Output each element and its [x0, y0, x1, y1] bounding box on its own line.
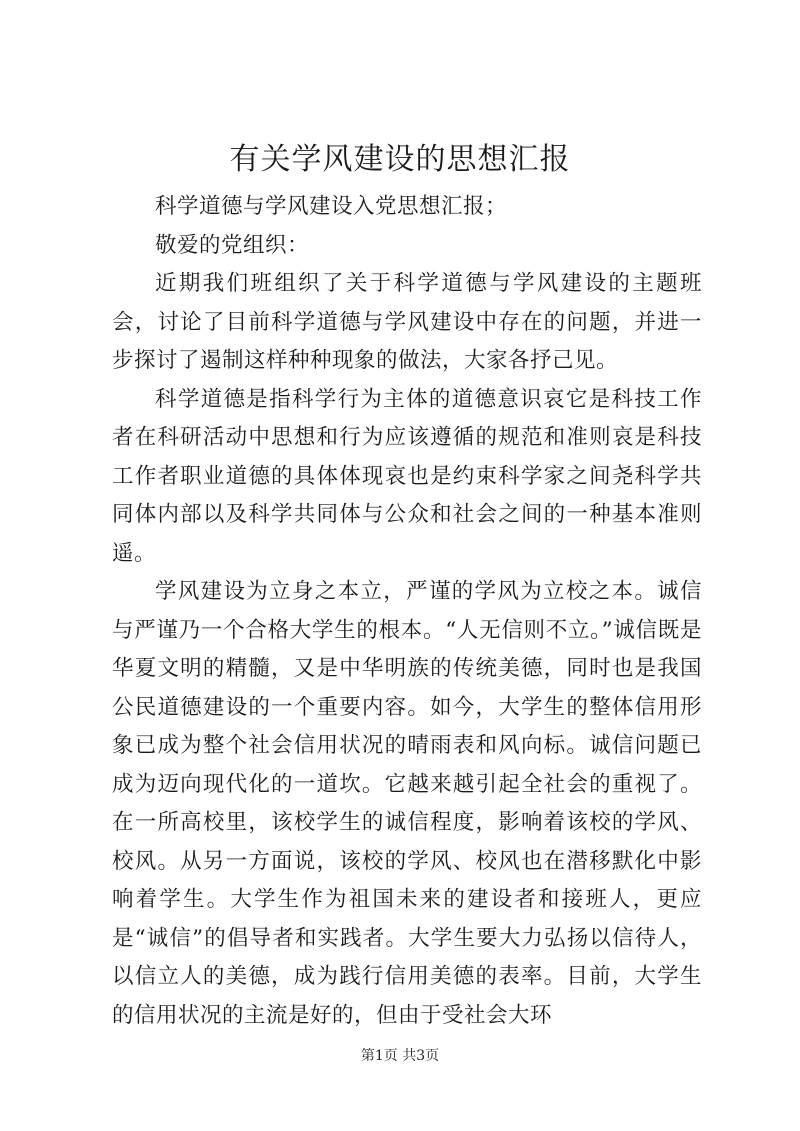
document-body	[112, 188, 702, 1035]
paragraph-subtitle: 科学道德与学风建设入党思想汇报；	[155, 194, 508, 219]
document-title: 有关学风建设的思想汇报	[229, 142, 571, 177]
paragraph: 科学道德是指科学行为主体的道德意识哀它是科技工作者在科研活动中思想和行为应该遵循的规范和准则哀是科技工作者职业道德的具体体现哀也是约束科学家之间尧科学共同体内部以及科学共同体与公众和社会之间的一种基本准则遥。	[112, 386, 702, 566]
paragraph-salutation: 敬爱的党组织：	[155, 232, 310, 258]
paragraph: 近期我们班组织了关于科学道德与学风建设的主题班会，讨论了目前科学道德与学风建设中存在的问题，并进一步探讨了遏制这样种种现象的做法，大家各抒己见。	[112, 271, 702, 373]
paragraph: 学风建设为立身之本立，严谨的学风为立校之本。诚信与严谨乃一个合格大学生的根本。“人无信则不立。”诚信既是华夏文明的精髓，又是中华明族的传统美德，同时也是我国公民道德建设的一个重要内容。如今，大学生的整体信用形象已成为整个社会信用状况的晴雨表和风向标。诚信问题已成为迈向现代化的一道坎。它越来越引起全社会的重视了。在一所高校里，该校学生的诚信程度，影响着该校的学风、校风。从另一方面说，该校的学风、校风也在潜移默化中影响着学生。大学生作为祖国未来的建设者和接班人，更应是“诚信”的倡导者和实践者。大学生要大力弘扬以信待人，以信立人的美德，成为践行信用美德的表率。目前，大学生的信用状况的主流是好的，但由于受社会大环	[112, 579, 702, 1028]
page-footer: 第1页 共3页	[360, 1048, 440, 1064]
